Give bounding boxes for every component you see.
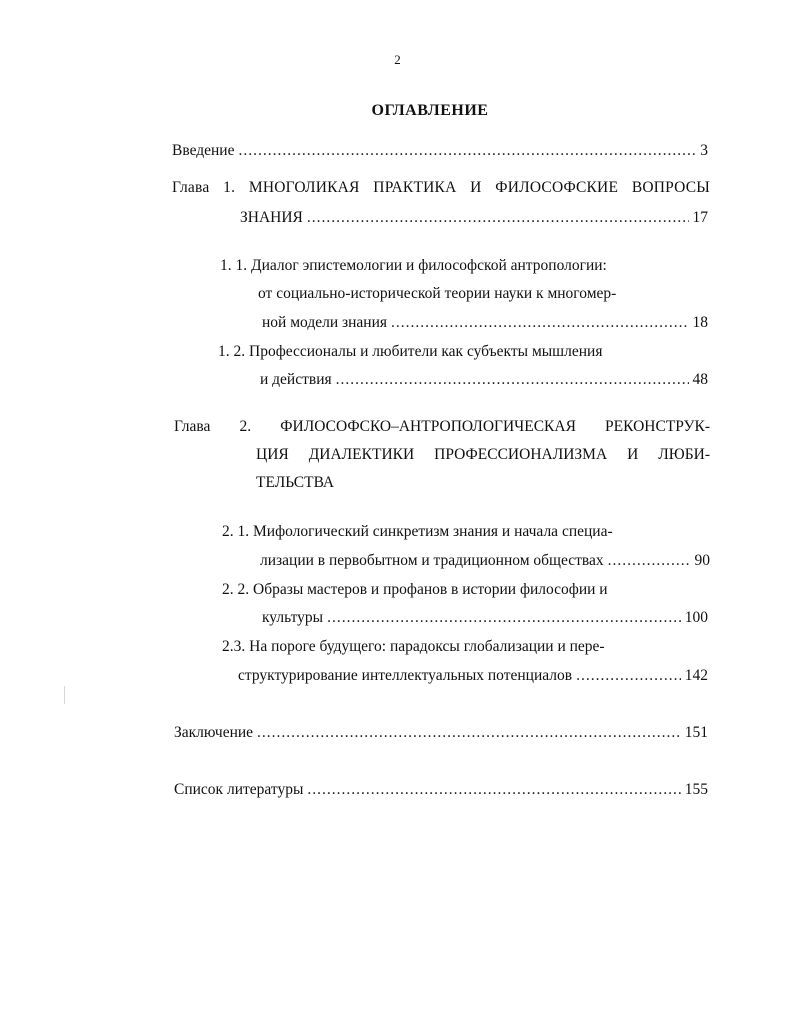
toc-page-number: 155 xyxy=(684,781,708,798)
toc-label: ной модели знания xyxy=(262,314,388,331)
toc-section-1-1-line1: 1. 1. Диалог эпистемологии и философской антропологии: xyxy=(220,257,607,274)
toc-chapter-2-heading-line3: ТЕЛЬСТВА xyxy=(256,474,335,491)
toc-chapter-2-heading-line2: ЦИЯ ДИАЛЕКТИКИ ПРОФЕССИОНАЛИЗМА И ЛЮБИ- xyxy=(256,446,710,463)
toc-label: и действия xyxy=(260,371,332,388)
toc-section-1-2-line1: 1. 2. Профессионалы и любители как субъекты мышления xyxy=(218,343,603,360)
toc-section-1-1-line2: от социально-исторической теории науки к многомер- xyxy=(258,285,617,302)
dot-leader xyxy=(307,780,680,800)
toc-label: лизации в первобытном и традиционном обществах xyxy=(260,552,604,569)
dot-leader xyxy=(307,208,689,228)
toc-page-number: 18 xyxy=(692,314,708,331)
toc-page-number: 90 xyxy=(694,552,710,569)
toc-section-2-2-line1: 2. 2. Образы мастеров и профанов в истории философии и xyxy=(222,581,608,598)
toc-section-2-1-line1: 2. 1. Мифологический синкретизм знания и начала специа- xyxy=(222,523,613,540)
toc-page-number: 48 xyxy=(692,371,708,388)
page-title: ОГЛАВЛЕНИЕ xyxy=(371,102,489,119)
dot-leader xyxy=(238,141,696,161)
dot-leader xyxy=(327,608,681,628)
toc-page-number: 142 xyxy=(684,667,708,684)
toc-page-number: 3 xyxy=(700,142,708,159)
toc-page-number: 151 xyxy=(684,724,708,741)
toc-entry-section-2-1 xyxy=(260,551,710,571)
page-number: 2 xyxy=(394,52,401,67)
toc-section-2-3-line1: 2.3. На пороге будущего: парадоксы глобализации и пере- xyxy=(222,638,605,655)
toc-label: Список литературы xyxy=(174,781,304,798)
dot-leader xyxy=(257,723,681,743)
toc-label: Введение xyxy=(172,142,235,159)
toc-page-number: 100 xyxy=(684,609,708,626)
toc-page-number: 17 xyxy=(692,209,708,226)
toc-entry-bibliography xyxy=(174,780,708,800)
toc-label: Заключение xyxy=(174,724,254,741)
scan-artifact xyxy=(64,686,65,704)
toc-chapter-1-heading: Глава 1. МНОГОЛИКАЯ ПРАКТИКА И ФИЛОСОФСКИЕ ВОПРОСЫ xyxy=(172,179,710,196)
toc-entry-section-1-2 xyxy=(260,370,708,390)
toc-entry-section-1-1 xyxy=(262,313,708,333)
dot-leader xyxy=(576,666,681,686)
dot-leader xyxy=(608,551,691,571)
toc-entry-conclusion xyxy=(174,723,708,743)
toc-entry-section-2-2 xyxy=(262,608,708,628)
toc-label: ЗНАНИЯ xyxy=(240,209,303,226)
dot-leader xyxy=(391,313,688,333)
toc-entry-introduction xyxy=(172,141,708,161)
dot-leader xyxy=(336,370,689,390)
toc-chapter-2-heading-line1: Глава 2. ФИЛОСОФСКО–АНТРОПОЛОГИЧЕСКАЯ РЕКОНСТРУК- xyxy=(174,418,710,435)
toc-entry-chapter-1 xyxy=(240,208,708,228)
toc-label: структурирование интеллектуальных потенциалов xyxy=(238,667,573,684)
toc-entry-section-2-3 xyxy=(238,666,708,686)
toc-label: культуры xyxy=(262,609,324,626)
